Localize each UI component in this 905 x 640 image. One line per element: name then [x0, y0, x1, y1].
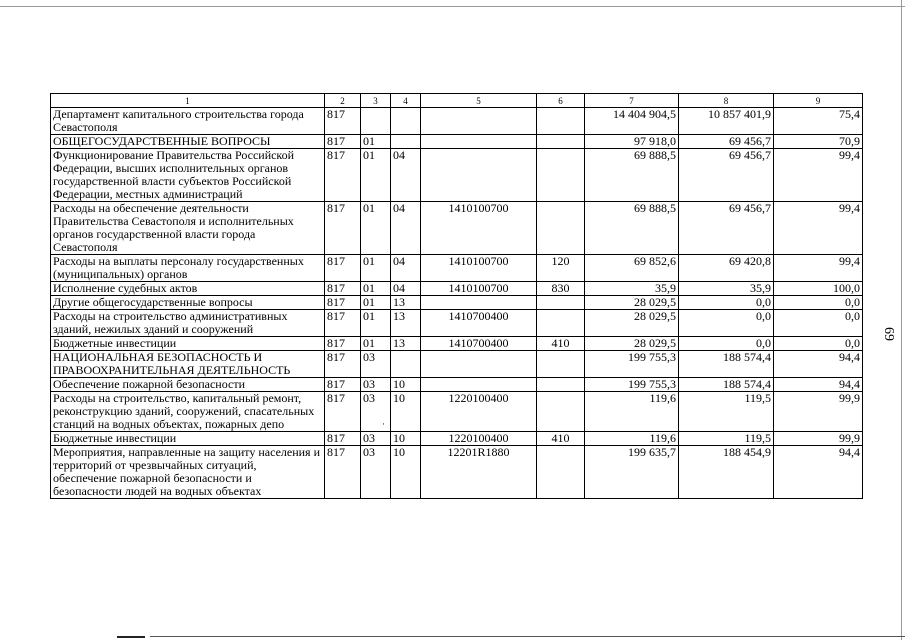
cell-target-article: [421, 135, 537, 149]
cell-expense-type: 830: [537, 282, 585, 296]
cell-section: 01: [361, 135, 391, 149]
column-header: 2: [325, 94, 361, 108]
cell-plan: 69 888,5: [585, 149, 679, 202]
cell-target-article: 1220100400: [421, 432, 537, 446]
cell-expense-type: [537, 296, 585, 310]
cell-expense-type: 120: [537, 255, 585, 282]
cell-expense-type: [537, 149, 585, 202]
cell-actual: 0,0: [679, 310, 774, 337]
cell-plan: 14 404 904,5: [585, 108, 679, 135]
budget-table: [50, 93, 863, 499]
cell-percent: 0,0: [774, 337, 863, 351]
cell-actual: 69 456,7: [679, 135, 774, 149]
cell-ved: 817: [325, 432, 361, 446]
cell-subsection: 04: [391, 202, 421, 255]
cell-name: Расходы на выплаты персоналу государственных (муниципальных) органов: [51, 255, 325, 282]
cell-target-article: [421, 378, 537, 392]
cell-percent: 99,9: [774, 432, 863, 446]
cell-percent: 94,4: [774, 378, 863, 392]
cell-section: 03: [361, 392, 391, 432]
table-row: [51, 337, 863, 351]
cell-actual: 69 420,8: [679, 255, 774, 282]
cell-ved: 817: [325, 310, 361, 337]
page-edge-right: [901, 0, 902, 640]
cell-subsection: [391, 351, 421, 378]
cell-ved: 817: [325, 149, 361, 202]
cell-subsection: 10: [391, 432, 421, 446]
bottom-dash: [117, 636, 145, 638]
cell-target-article: [421, 149, 537, 202]
table-row: [51, 432, 863, 446]
cell-expense-type: [537, 310, 585, 337]
cell-section: 01: [361, 149, 391, 202]
cell-section: 03: [361, 432, 391, 446]
cell-section: 03: [361, 378, 391, 392]
table-row: [51, 446, 863, 499]
cell-plan: 28 029,5: [585, 310, 679, 337]
column-header: 6: [537, 94, 585, 108]
column-header: 3: [361, 94, 391, 108]
table-row: [51, 135, 863, 149]
column-header: 1: [51, 94, 325, 108]
cell-target-article: [421, 296, 537, 310]
cell-name: Расходы на строительство, капитальный ремонт, реконструкцию зданий, сооружений, спасательных станций на водных объектах, пожарных депо: [51, 392, 325, 432]
cell-name: ОБЩЕГОСУДАРСТВЕННЫЕ ВОПРОСЫ: [51, 135, 325, 149]
cell-percent: 94,4: [774, 446, 863, 499]
cell-actual: 188 454,9: [679, 446, 774, 499]
table-row: [51, 392, 863, 432]
cell-subsection: [391, 108, 421, 135]
cell-ved: 817: [325, 255, 361, 282]
cell-subsection: [391, 135, 421, 149]
column-header: 8: [679, 94, 774, 108]
cell-ved: 817: [325, 108, 361, 135]
cell-plan: 69 852,6: [585, 255, 679, 282]
cell-percent: 99,4: [774, 255, 863, 282]
cell-expense-type: 410: [537, 432, 585, 446]
column-header: 7: [585, 94, 679, 108]
cell-plan: 119,6: [585, 392, 679, 432]
cell-expense-type: [537, 378, 585, 392]
cell-name: Другие общегосударственные вопросы: [51, 296, 325, 310]
cell-percent: 0,0: [774, 296, 863, 310]
cell-percent: 100,0: [774, 282, 863, 296]
table-row: [51, 108, 863, 135]
cell-actual: 0,0: [679, 337, 774, 351]
cell-expense-type: [537, 108, 585, 135]
column-number-row: [51, 94, 863, 108]
table-row: [51, 202, 863, 255]
cell-section: 01: [361, 202, 391, 255]
cell-expense-type: [537, 446, 585, 499]
cell-actual: 188 574,4: [679, 378, 774, 392]
cell-percent: 94,4: [774, 351, 863, 378]
cell-percent: 75,4: [774, 108, 863, 135]
cell-expense-type: [537, 392, 585, 432]
cell-ved: 817: [325, 135, 361, 149]
cell-expense-type: [537, 202, 585, 255]
cell-subsection: 13: [391, 310, 421, 337]
table-row: [51, 255, 863, 282]
scan-mark: ·: [382, 419, 385, 429]
page-number: 69: [881, 327, 896, 341]
cell-name: Расходы на строительство административных зданий, нежилых зданий и сооружений: [51, 310, 325, 337]
cell-subsection: 04: [391, 255, 421, 282]
cell-name: Мероприятия, направленные на защиту населения и территорий от чрезвычайных ситуаций, обеспечение пожарной безопасности и безопасности людей на водных объектах: [51, 446, 325, 499]
cell-subsection: 04: [391, 282, 421, 296]
table-row: [51, 149, 863, 202]
cell-percent: 0,0: [774, 310, 863, 337]
cell-plan: 28 029,5: [585, 296, 679, 310]
cell-plan: 69 888,5: [585, 202, 679, 255]
cell-ved: 817: [325, 296, 361, 310]
cell-name: Департамент капитального строительства города Севастополя: [51, 108, 325, 135]
cell-expense-type: 410: [537, 337, 585, 351]
cell-plan: 199 635,7: [585, 446, 679, 499]
table-row: [51, 378, 863, 392]
cell-actual: 69 456,7: [679, 149, 774, 202]
cell-plan: 119,6: [585, 432, 679, 446]
cell-percent: 99,4: [774, 149, 863, 202]
cell-section: 03: [361, 446, 391, 499]
cell-subsection: 10: [391, 392, 421, 432]
cell-target-article: 1220100400: [421, 392, 537, 432]
cell-actual: 119,5: [679, 432, 774, 446]
cell-section: [361, 108, 391, 135]
column-header: 4: [391, 94, 421, 108]
cell-subsection: 10: [391, 446, 421, 499]
bottom-rule: [150, 636, 905, 637]
cell-name: Обеспечение пожарной безопасности: [51, 378, 325, 392]
cell-actual: 119,5: [679, 392, 774, 432]
table-body: [51, 108, 863, 499]
cell-expense-type: [537, 135, 585, 149]
table-row: [51, 296, 863, 310]
cell-ved: 817: [325, 202, 361, 255]
cell-target-article: 1410100700: [421, 202, 537, 255]
cell-name: Расходы на обеспечение деятельности Правительства Севастополя и исполнительных органов государственной власти города Севастополя: [51, 202, 325, 255]
cell-plan: 199 755,3: [585, 378, 679, 392]
column-header: 9: [774, 94, 863, 108]
cell-name: НАЦИОНАЛЬНАЯ БЕЗОПАСНОСТЬ И ПРАВООХРАНИТЕЛЬНАЯ ДЕЯТЕЛЬНОСТЬ: [51, 351, 325, 378]
table-row: [51, 282, 863, 296]
cell-percent: 99,9: [774, 392, 863, 432]
cell-plan: 199 755,3: [585, 351, 679, 378]
cell-subsection: 10: [391, 378, 421, 392]
cell-ved: 817: [325, 282, 361, 296]
cell-ved: 817: [325, 446, 361, 499]
cell-name: Бюджетные инвестиции: [51, 432, 325, 446]
cell-section: 01: [361, 296, 391, 310]
cell-target-article: 1410100700: [421, 282, 537, 296]
cell-ved: 817: [325, 392, 361, 432]
column-header: 5: [421, 94, 537, 108]
cell-target-article: 1410100700: [421, 255, 537, 282]
cell-target-article: 12201R1880: [421, 446, 537, 499]
cell-section: 03: [361, 351, 391, 378]
cell-section: 01: [361, 310, 391, 337]
cell-actual: 0,0: [679, 296, 774, 310]
cell-subsection: 04: [391, 149, 421, 202]
cell-name: Функционирование Правительства Российской Федерации, высших исполнительных органов государственной власти субъектов Российской Федерации, местных администраций: [51, 149, 325, 202]
cell-actual: 10 857 401,9: [679, 108, 774, 135]
cell-name: Исполнение судебных актов: [51, 282, 325, 296]
cell-plan: 28 029,5: [585, 337, 679, 351]
cell-name: Бюджетные инвестиции: [51, 337, 325, 351]
cell-plan: 35,9: [585, 282, 679, 296]
cell-ved: 817: [325, 378, 361, 392]
cell-target-article: 1410700400: [421, 310, 537, 337]
cell-target-article: [421, 351, 537, 378]
cell-target-article: [421, 108, 537, 135]
cell-actual: 69 456,7: [679, 202, 774, 255]
cell-ved: 817: [325, 351, 361, 378]
cell-ved: 817: [325, 337, 361, 351]
cell-plan: 97 918,0: [585, 135, 679, 149]
cell-actual: 35,9: [679, 282, 774, 296]
cell-section: 01: [361, 282, 391, 296]
cell-section: 01: [361, 255, 391, 282]
cell-subsection: 13: [391, 337, 421, 351]
cell-expense-type: [537, 351, 585, 378]
cell-percent: 99,4: [774, 202, 863, 255]
table-row: [51, 351, 863, 378]
cell-target-article: 1410700400: [421, 337, 537, 351]
cell-actual: 188 574,4: [679, 351, 774, 378]
table-row: [51, 310, 863, 337]
cell-percent: 70,9: [774, 135, 863, 149]
cell-subsection: 13: [391, 296, 421, 310]
cell-section: 01: [361, 337, 391, 351]
page-edge-top: [0, 6, 905, 7]
